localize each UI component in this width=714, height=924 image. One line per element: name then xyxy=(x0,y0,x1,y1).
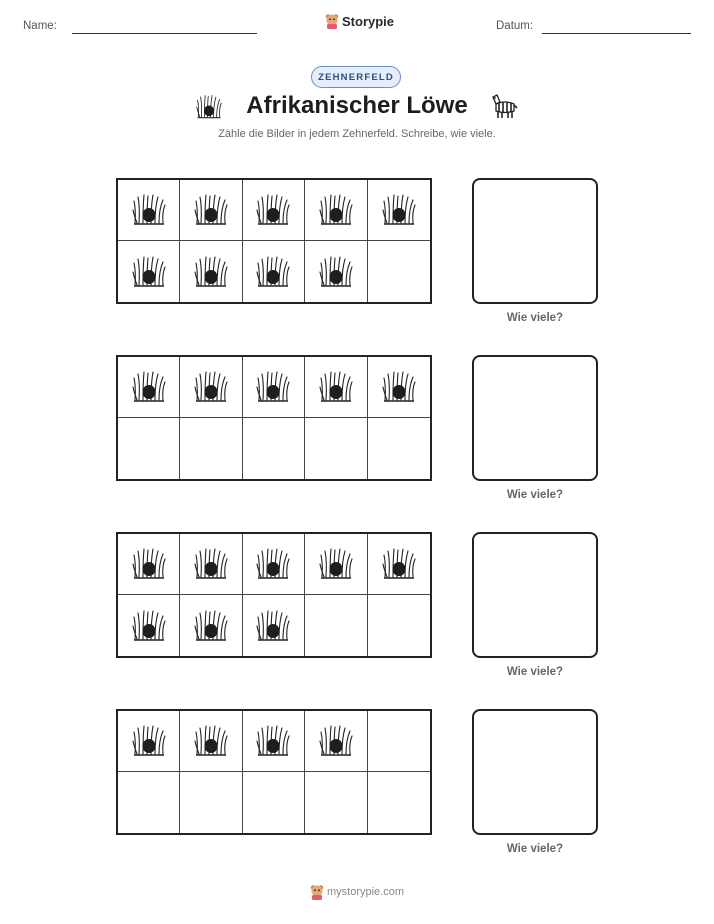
grass-bush-icon xyxy=(194,370,228,404)
answer-label: Wie viele? xyxy=(506,843,564,855)
answer-box[interactable] xyxy=(472,532,598,658)
ten-frame-cell-filled xyxy=(243,180,305,241)
ten-frame xyxy=(116,178,432,304)
answer-label: Wie viele? xyxy=(506,489,564,501)
ten-frame-cell-filled xyxy=(243,595,305,656)
grass-bush-icon xyxy=(132,370,166,404)
answer-box[interactable] xyxy=(472,355,598,481)
grass-bush-icon xyxy=(319,547,353,581)
grass-bush-icon xyxy=(194,724,228,758)
grass-bush-icon xyxy=(194,609,228,643)
ten-frame-cell-filled xyxy=(118,180,180,241)
grass-bush-icon xyxy=(256,255,290,289)
ten-frame-cell-filled xyxy=(118,595,180,656)
ten-frame-cell-filled xyxy=(243,241,305,302)
ten-frame-cell-filled xyxy=(305,357,367,418)
grass-bush-icon xyxy=(382,370,416,404)
grass-bush-icon xyxy=(319,724,353,758)
answer-label: Wie viele? xyxy=(506,312,564,324)
ten-frame-cell-filled xyxy=(243,711,305,772)
ten-frame-cell-empty xyxy=(118,418,180,479)
ten-frame xyxy=(116,532,432,658)
zebra-icon xyxy=(490,92,520,120)
name-label: Name: xyxy=(23,20,57,32)
grass-bush-icon xyxy=(132,547,166,581)
grass-bush-icon xyxy=(256,370,290,404)
ten-frame-cell-filled xyxy=(368,180,430,241)
ten-frame-cell-empty xyxy=(305,418,367,479)
grass-bush-icon xyxy=(319,255,353,289)
ten-frame-cell-filled xyxy=(243,534,305,595)
ten-frame-cell-filled xyxy=(305,534,367,595)
ten-frame-cell-filled xyxy=(118,534,180,595)
ten-frame-cell-empty xyxy=(243,772,305,833)
ten-frame-cell-empty xyxy=(305,772,367,833)
date-label: Datum: xyxy=(496,20,534,32)
brand-logo xyxy=(325,13,394,29)
ten-frame-cell-filled xyxy=(118,357,180,418)
storypie-logo-icon xyxy=(310,884,324,900)
name-field[interactable] xyxy=(72,33,257,34)
grass-bush-icon xyxy=(132,255,166,289)
ten-frame-cell-empty xyxy=(243,418,305,479)
ten-frame-cell-empty xyxy=(180,772,242,833)
ten-frame-cell-filled xyxy=(305,180,367,241)
date-field[interactable] xyxy=(542,33,691,34)
ten-frame-cell-empty xyxy=(180,418,242,479)
ten-frame xyxy=(116,709,432,835)
grass-bush-icon xyxy=(382,547,416,581)
ten-frame-cell-filled xyxy=(305,241,367,302)
ten-frame-cell-filled xyxy=(243,357,305,418)
ten-frame xyxy=(116,355,432,481)
ten-frame-cell-filled xyxy=(180,241,242,302)
brand-name: Storypie xyxy=(342,13,395,29)
ten-frame-cell-empty xyxy=(368,418,430,479)
grass-bush-icon xyxy=(194,193,228,227)
page-title: Afrikanischer Löwe xyxy=(246,92,468,119)
ten-frame-cell-filled xyxy=(118,241,180,302)
storypie-logo-icon xyxy=(325,13,339,29)
ten-frame-cell-empty xyxy=(368,711,430,772)
ten-frame-cell-empty xyxy=(118,772,180,833)
grass-bush-icon xyxy=(132,193,166,227)
grass-bush-icon xyxy=(194,547,228,581)
grass-bush-icon xyxy=(319,370,353,404)
footer xyxy=(310,884,404,900)
ten-frame-cell-filled xyxy=(180,180,242,241)
ten-frame-cell-filled xyxy=(368,534,430,595)
grass-bush-icon xyxy=(132,609,166,643)
ten-frame-cell-filled xyxy=(180,357,242,418)
ten-frame-cell-filled xyxy=(180,711,242,772)
grass-bush-icon xyxy=(194,255,228,289)
ten-frame-cell-empty xyxy=(368,772,430,833)
ten-frame-cell-filled xyxy=(118,711,180,772)
grass-bush-icon xyxy=(256,609,290,643)
ten-frame-cell-empty xyxy=(368,241,430,302)
grass-bush-icon xyxy=(319,193,353,227)
answer-box[interactable] xyxy=(472,709,598,835)
ten-frame-cell-filled xyxy=(180,534,242,595)
grass-bush-icon xyxy=(382,193,416,227)
grass-bush-icon xyxy=(256,724,290,758)
grass-bush-icon xyxy=(256,193,290,227)
ten-frame-cell-empty xyxy=(305,595,367,656)
worksheet-type-badge: ZEHNERFELD xyxy=(311,66,401,88)
ten-frame-cell-filled xyxy=(305,711,367,772)
ten-frame-cell-filled xyxy=(368,357,430,418)
footer-url: mystorypie.com xyxy=(327,886,405,898)
instructions: Zähle die Bilder in jedem Zehnerfeld. Schreibe, wie viele. xyxy=(218,128,496,140)
answer-label: Wie viele? xyxy=(506,666,564,678)
ten-frame-cell-filled xyxy=(180,595,242,656)
grass-bush-icon xyxy=(256,547,290,581)
answer-box[interactable] xyxy=(472,178,598,304)
ten-frame-cell-empty xyxy=(368,595,430,656)
grass-bush-icon xyxy=(132,724,166,758)
